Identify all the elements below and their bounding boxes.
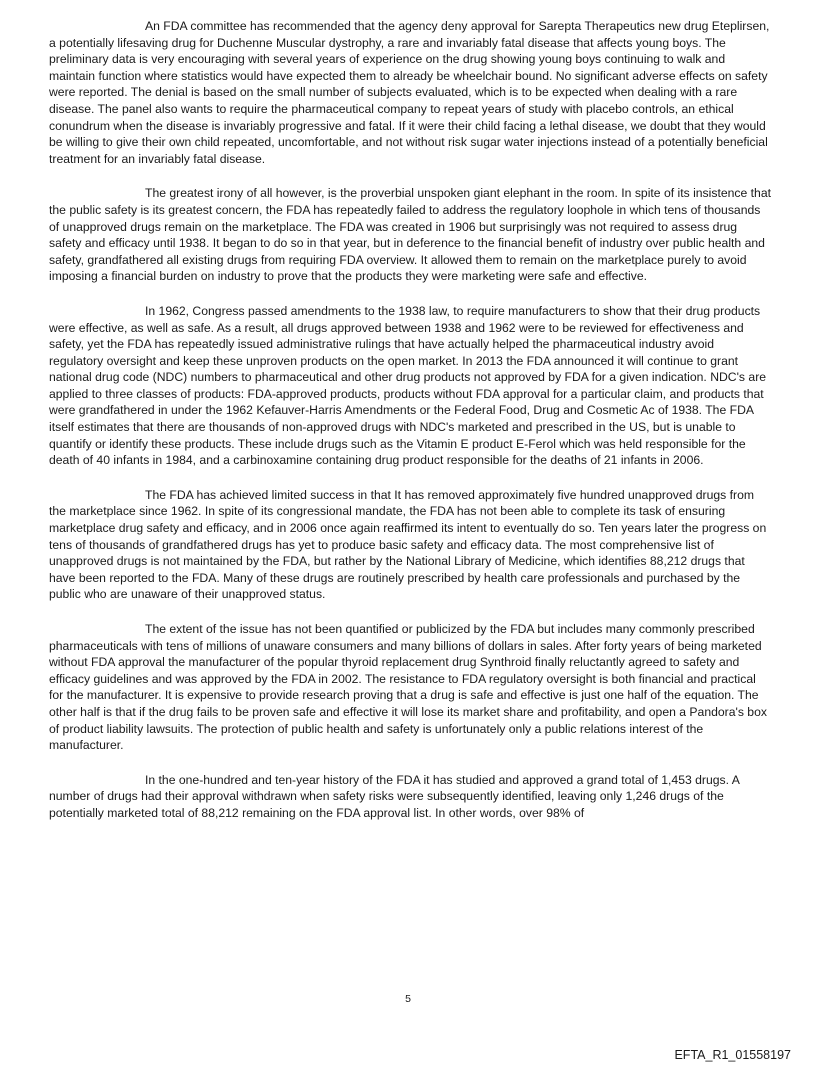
paragraph-1962-amendments: In 1962, Congress passed amendments to the 1938 law, to require manufacturers to show that their drug products were effective, as well as safe. As a result, all drugs approved between 1938 and 1962 were to be reviewed for effectiveness and safety, yet the FDA has repeatedly issued administrative rulings that have actually helped the pharmaceutical industry avoid regulatory oversight and keep these unproven products on the open market. In 2013 the FDA announced it will continue to grant national drug code (NDC) numbers to pharmaceutical and other drug products not approved by FDA for a given indication. NDC's are applied to three classes of products: FDA-approved products, products without FDA approval for a particular claim, and products that were grandfathered in under the 1962 Kefauver-Harris Amendments or the Federal Food, Drug and Cosmetic Ac of 1938. The FDA itself estimates that there are thousands of non-approved drugs with NDC's marketed and prescribed in the US, but is unable to quantify or identify these products. These include drugs such as the Vitamin E product E-Ferol which was held responsible for the death of 40 infants in 1984, and a carbinoxamine containing drug product responsible for the deaths of 21 infants in 2006. [49,303,767,468]
paragraph-limited-success: The FDA has achieved limited success in that It has removed approximately five hundred unapproved drugs from the marketplace since 1962. In spite of its congressional mandate, the FDA has not been able to complete its task of ensuring marketplace drug safety and efficacy, and in 2006 once again reaffirmed its intent to eventually do so. Ten years later the progress on tens of thousands of grandfathered drugs has yet to produce basic safety and efficacy data. The most comprehensive list of unapproved drugs is not maintained by the FDA, but rather by the National Library of Medicine, which identifies 88,212 drugs that have been reported to the FDA. Many of these drugs are routinely prescribed by health care professionals and purchased by the public who are unaware of their unapproved status. [49,487,767,602]
page-number: 5 [405,993,411,1005]
document-body [49,18,771,840]
paragraph-fda-history: In the one-hundred and ten-year history of the FDA it has studied and approved a grand total of 1,453 drugs. A number of drugs had their approval withdrawn when safety risks were subsequently identified, leaving only 1,246 drugs of the potentially marketed total of 88,212 remaining on the FDA approval list. In other words, over 98% of [49,772,740,820]
paragraph-irony: The greatest irony of all however, is the proverbial unspoken giant elephant in the room. In spite of its insistence that the public safety is its greatest concern, the FDA has repeatedly failed to address the regulatory loophole in which tens of thousands of unapproved drugs remain on the marketplace. The FDA was created in 1906 but surprisingly was not required to assess drug safety and efficacy until 1938. It began to do so in that year, but in deference to the financial benefit of industry over public health and safety, grandfathered all existing drugs from requiring FDA overview. It allowed them to remain on the marketplace purely to avoid imposing a financial burden on industry to prove that the products they were marketing were safe and effective. [49,186,771,284]
paragraph-extent-of-issue: The extent of the issue has not been quantified or publicized by the FDA but includes many commonly prescribed pharmaceuticals with tens of millions of unaware consumers and many billions of dollars in sales. After forty years of being marketed without FDA approval the manufacturer of the popular thyroid replacement drug Synthroid finally reluctantly agreed to safety and efficacy guidelines and was approved by the FDA in 2002. The resistance to FDA regulatory oversight is both financial and practical for the manufacturer. It is expensive to provide research proving that a drug is safe and effective is just one half of the equation. The other half is that if the drug fails to be proven safe and effective it will lose its market share and profitability, and open a Pandora's box of product liability lawsuits. The protection of public health and safety is unfortunately only a public relations interest of the manufacturer. [49,622,767,753]
document-id: EFTA_R1_01558197 [674,1048,791,1062]
paragraph-eteplirsen: An FDA committee has recommended that the agency deny approval for Sarepta Therapeutics new drug Eteplirsen, a potentially lifesaving drug for Duchenne Muscular dystrophy, a rare and invariably fatal disease that affects young boys. The preliminary data is very encouraging with several years of experience on the drug showing young boys continuing to walk and maintain function where statistics would have expected them to already be wheelchair bound. No significant adverse effects on safety were reported. The denial is based on the small number of subjects evaluated, which is to be expected when dealing with a rare disease. The panel also wants to require the pharmaceutical company to repeat years of study with placebo controls, an ethical conundrum when the disease is invariably progressive and fatal. If it were their child facing a lethal disease, we doubt that they would be willing to give their own child repeated, uncomfortable, and not without risk sugar water injections instead of a potentially beneficial treatment for an invariably fatal disease. [49,19,770,166]
